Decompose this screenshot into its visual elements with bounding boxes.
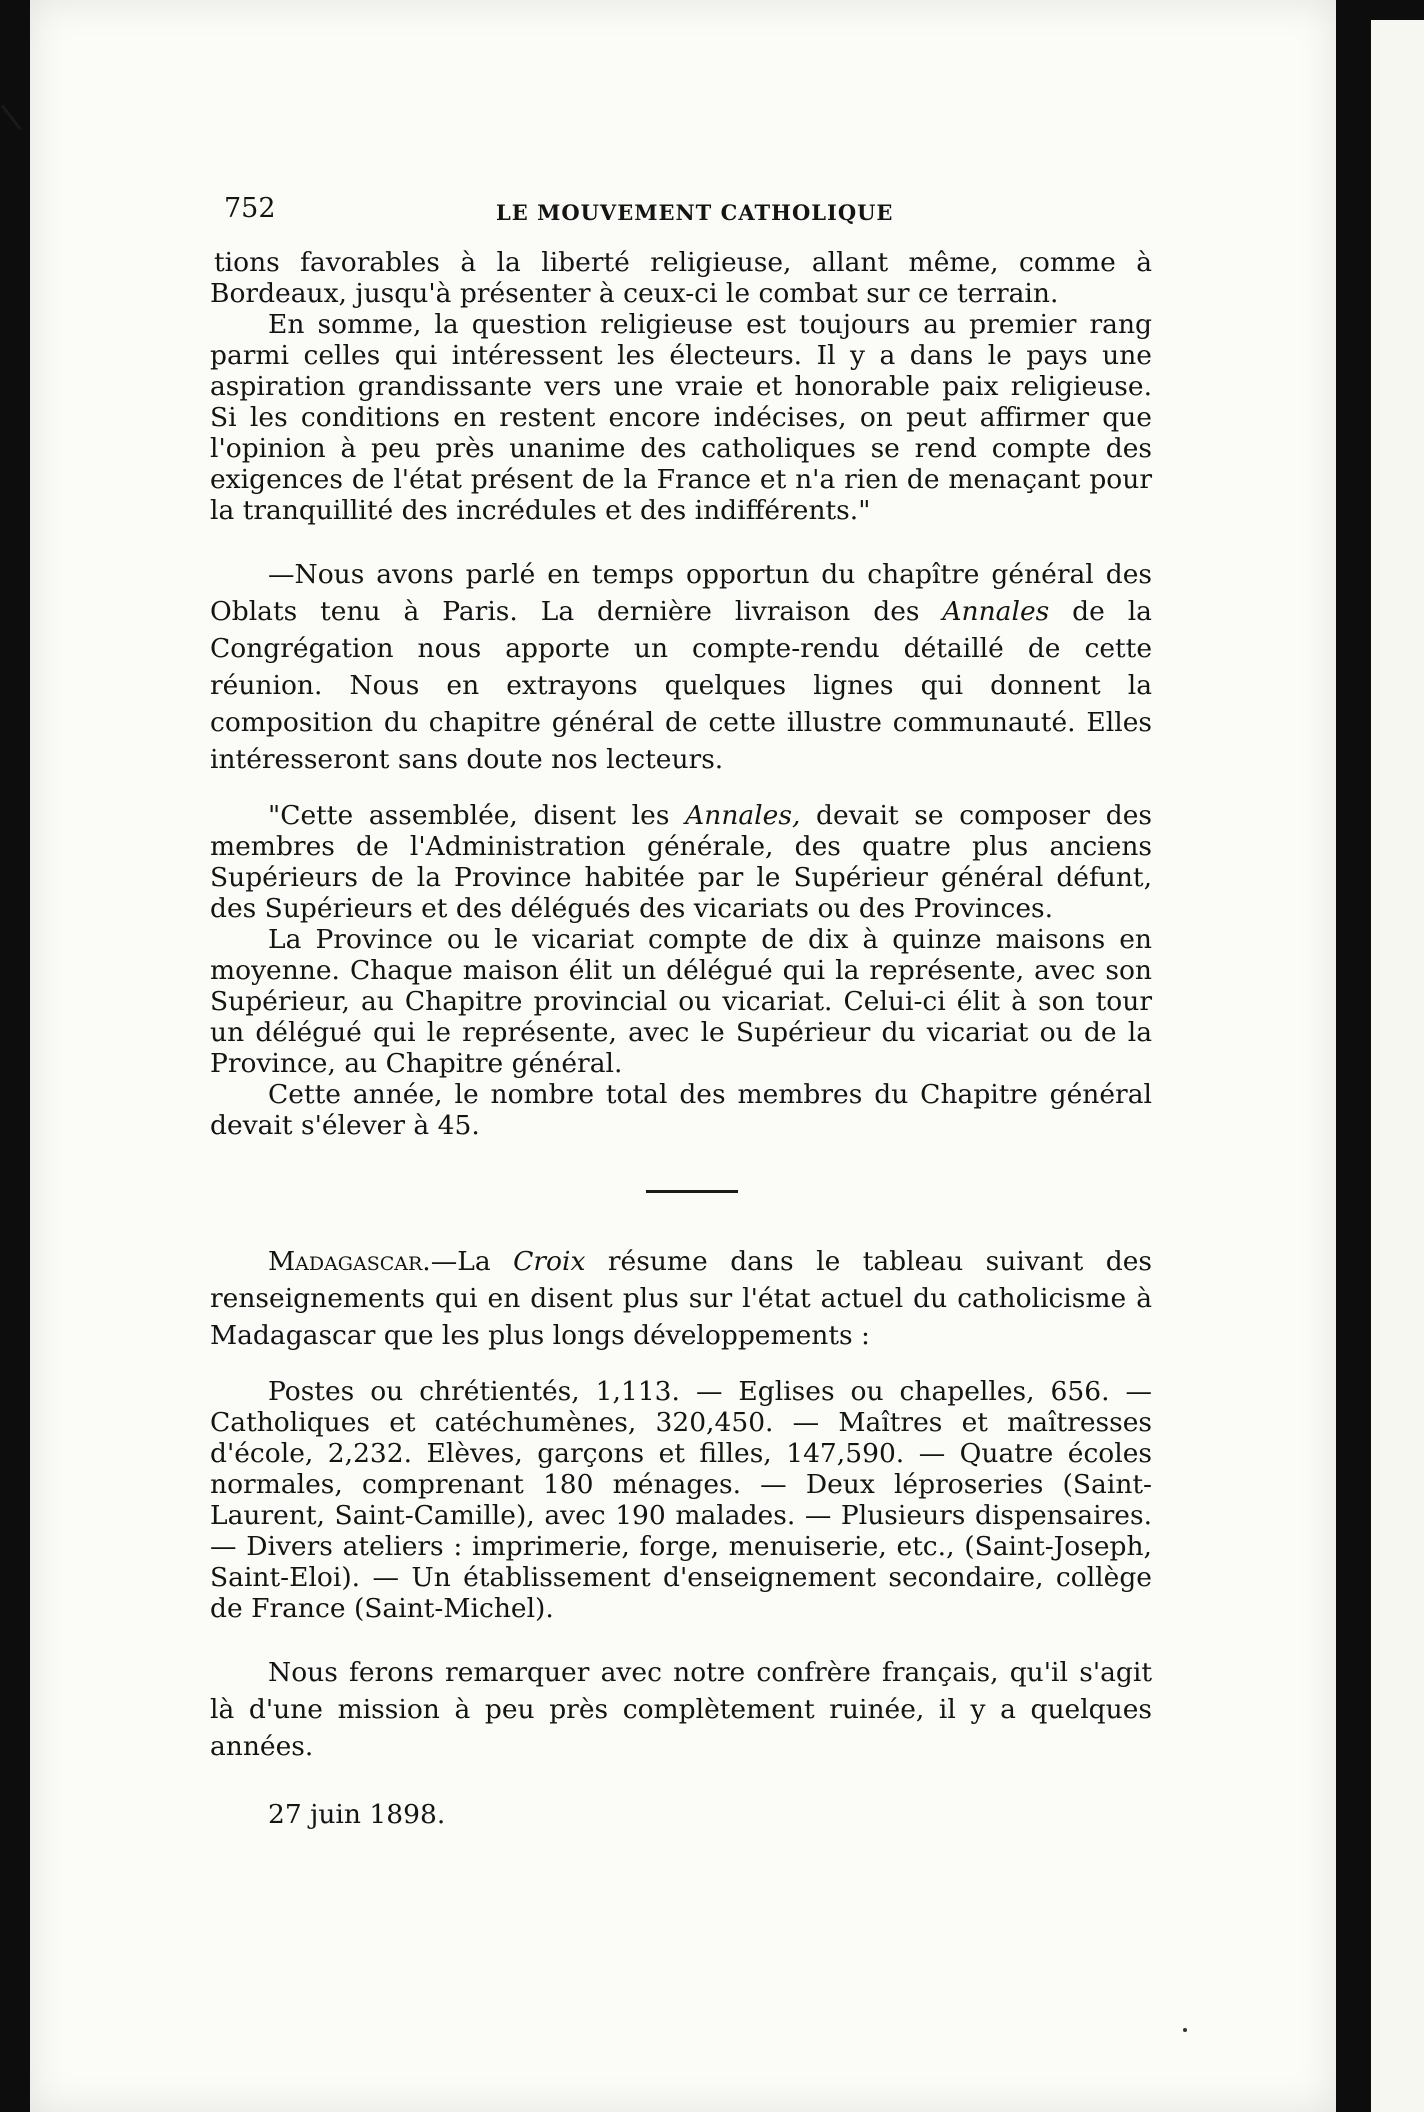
scan-speck — [1183, 2028, 1187, 2032]
paragraph-text: de la Congrégation nous apporte un compte-rendu détaillé de cette réunion. Nous en extrayons quelques lignes qui donnent la composition du chapitre général de cette illustre communauté. Elles intéresseront sans doute nos lecteurs. — [210, 596, 1152, 775]
paragraph-text: "Cette assemblée, disent les — [268, 800, 686, 831]
paragraph-closing-remark: Nous ferons remarquer avec notre confrère français, qu'il s'agit là d'une mission à peu près complètement ruinée, il y a quelques années. — [210, 1657, 1152, 1762]
italic-title-annales: Annales, — [685, 800, 801, 831]
paragraph-madagascar-intro — [210, 1243, 1152, 1354]
paragraph-province-vicariat: La Province ou le vicariat compte de dix à quinze maisons en moyenne. Chaque maison élit un délégué qui la représente, avec son Supérieur, au Chapitre provincial ou vicariat. Celui-ci élit à son tour un délégué qui le représente, avec le Supérieur du vicariat ou de la Province, au Chapitre général. — [210, 924, 1152, 1079]
paragraph-member-count: Cette année, le nombre total des membres du Chapitre général devait s'élever à 45. — [210, 1079, 1152, 1141]
running-title: LE MOUVEMENT CATHOLIQUE — [496, 200, 894, 225]
paragraph-assembly-quote — [210, 800, 1152, 924]
paragraph-text: résume dans le tableau suivant des renseignements qui en disent plus sur l'état actuel du catholicisme à Madagascar que les plus longs développements : — [210, 1246, 1152, 1351]
page-content — [210, 193, 1152, 1830]
paragraph-madagascar-statistics: Postes ou chrétientés, 1,113. — Eglises ou chapelles, 656. — Catholiques et catéchumènes, 320,450. — Maîtres et maîtresses d'école, 2,232. Elèves, garçons et filles, 147,590. — Quatre écoles normales, comprenant 180 ménages. — Deux léproseries (Saint-Laurent, Saint-Camille), avec 190 malades. — Plusieurs dispensaires. — Divers ateliers : imprimerie, forge, menuiserie, etc., (Saint-Joseph, Saint-Eloi). — Un établissement d'enseignement secondaire, collège de France (Saint-Michel). — [210, 1376, 1152, 1624]
paragraph-text: —Nous avons parlé en temps opportun du chapître général des Oblats tenu à Paris. La dernière livraison des — [210, 559, 1152, 627]
paragraph-text: devait se composer des membres de l'Administration générale, des quatre plus anciens Supérieurs de la Province habitée par le Supérieur général défunt, des Supérieurs et des délégués des vicariats ou des Provinces. — [210, 800, 1152, 924]
paragraph-election-summary: En somme, la question religieuse est toujours au premier rang parmi celles qui intéressent les électeurs. Il y a dans le pays une aspiration grandissante vers une vraie et honorable paix religieuse. Si les conditions en restent encore indécises, on peut affirmer que l'opinion à peu près unanime des catholiques se rend compte des exigences de l'état présent de la France et n'a rien de menaçant pour la tranquillité des incrédules et des indifférents." — [210, 309, 1152, 526]
paragraph-continuation: tions favorables à la liberté religieuse, allant même, comme à Bordeaux, jusqu'à présenter à ceux-ci le combat sur ce terrain. — [210, 247, 1152, 309]
page-number: 752 — [224, 193, 276, 224]
italic-title-annales: Annales — [942, 596, 1050, 627]
running-head — [210, 193, 1152, 233]
section-divider — [646, 1190, 738, 1193]
italic-title-croix: Croix — [513, 1246, 586, 1277]
date-line: 27 juin 1898. — [268, 1799, 446, 1830]
section-heading-madagascar: Madagascar. — [268, 1246, 431, 1277]
adjacent-page-edge — [1371, 20, 1424, 2112]
paragraph-oblats-chapter — [210, 556, 1152, 778]
scan-artifact-mark — [1, 105, 22, 130]
paragraph-text: —La — [430, 1246, 514, 1277]
